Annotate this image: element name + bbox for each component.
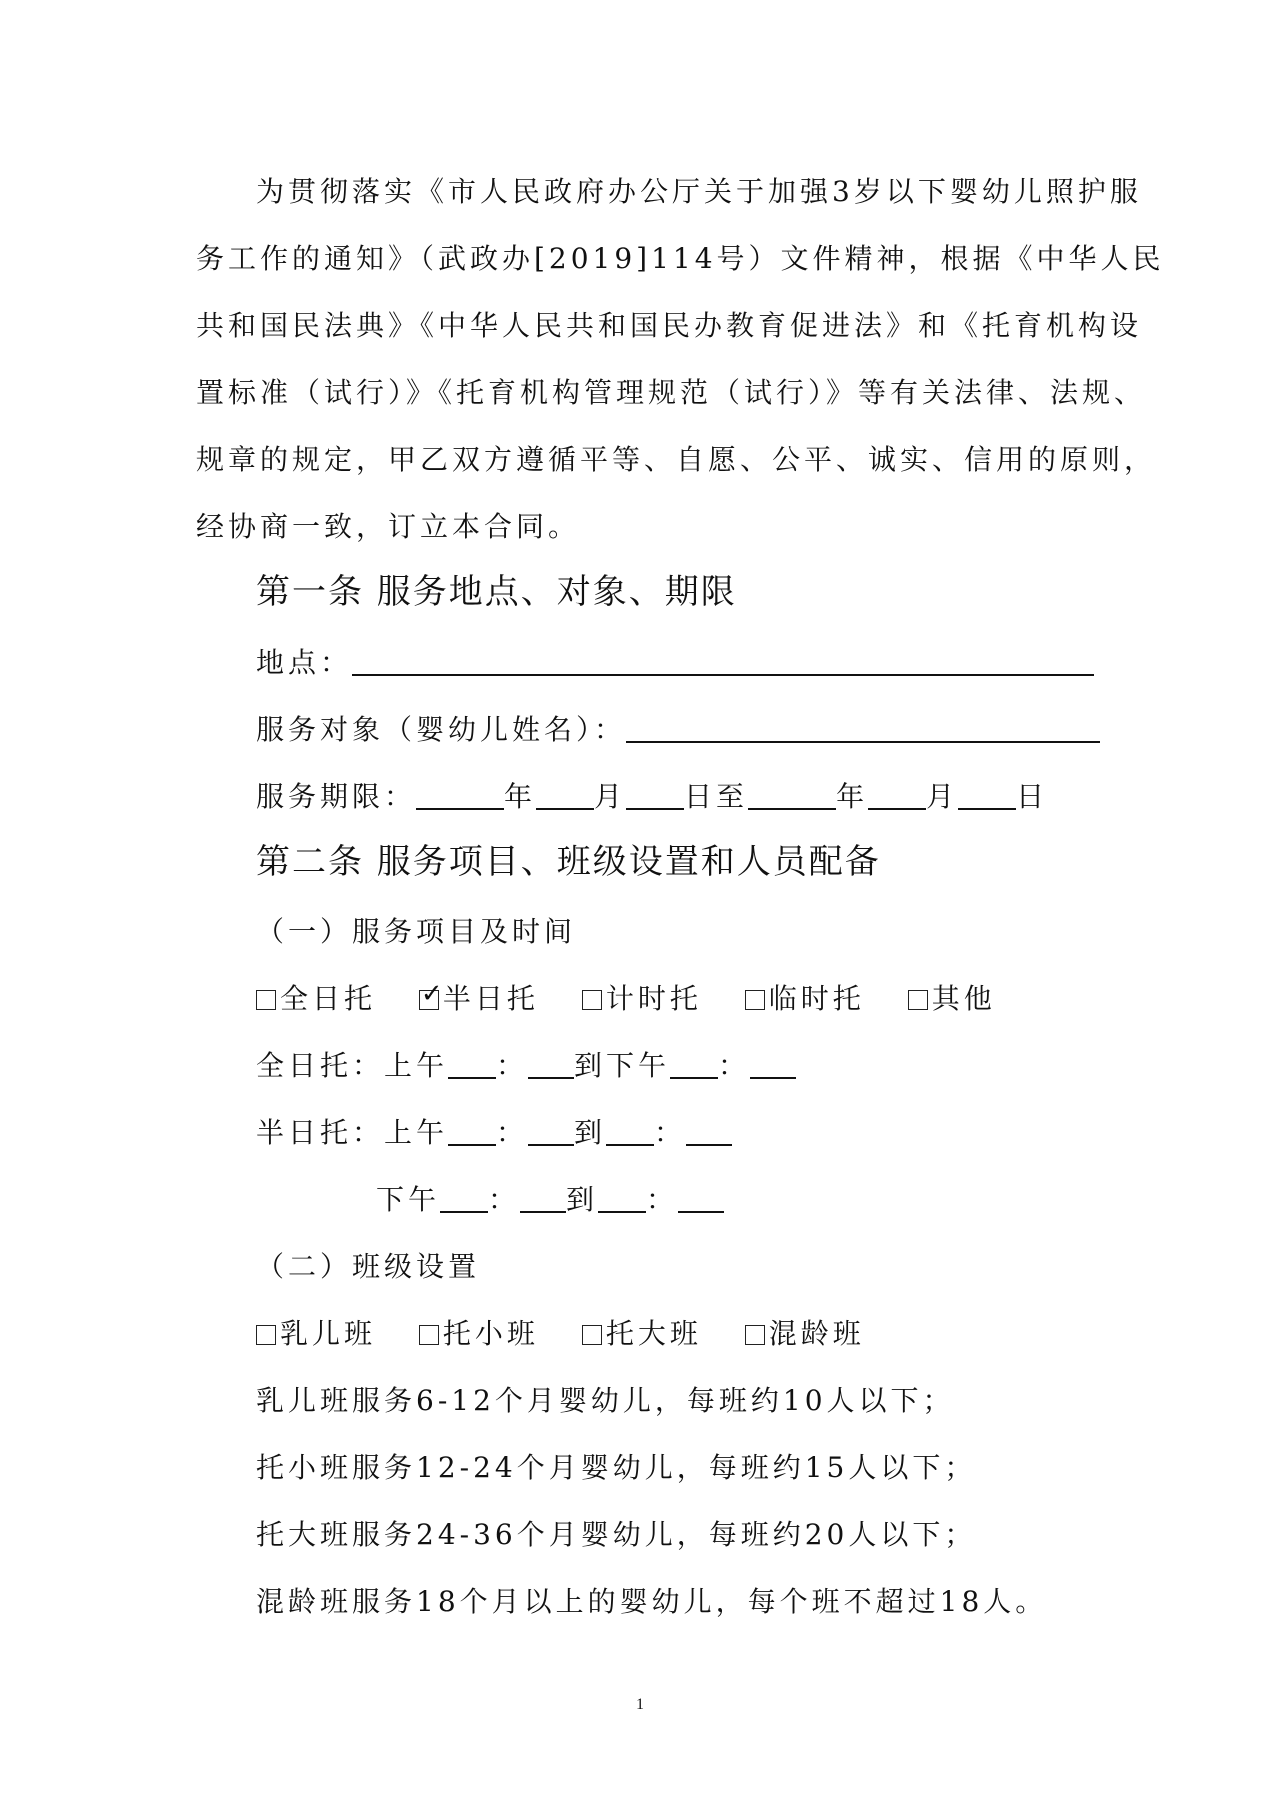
child-name-field[interactable] xyxy=(626,711,1100,743)
service-option-temporary[interactable] xyxy=(745,979,865,1019)
half-day-am-end-hour[interactable] xyxy=(606,1114,654,1146)
class-option-toddler-large[interactable] xyxy=(582,1314,702,1354)
start-day-field[interactable] xyxy=(626,778,684,810)
full-day-time-row xyxy=(256,1046,796,1086)
end-month-field[interactable] xyxy=(868,778,926,810)
period-label: 服务期限： xyxy=(256,780,417,813)
half-day-am-row xyxy=(256,1113,732,1153)
half-day-pm-start-hour[interactable] xyxy=(440,1181,488,1213)
half-day-pm-row xyxy=(376,1180,724,1220)
service-options-row xyxy=(256,979,1026,1019)
page-number: 1 xyxy=(636,1696,644,1713)
end-day-field[interactable] xyxy=(958,778,1016,810)
section2-title: （二）班级设置 xyxy=(256,1250,481,1283)
start-month-field[interactable] xyxy=(536,778,594,810)
to-afternoon-label: 到下午 xyxy=(574,1049,671,1082)
checked-checkbox-icon[interactable] xyxy=(419,990,439,1010)
option-label: 半日托 xyxy=(442,982,539,1015)
class-rule-1: 乳儿班服务6-12个月婴幼儿，每班约10人以下； xyxy=(256,1384,955,1417)
service-option-half-day[interactable] xyxy=(419,979,539,1019)
half-day-pm-end-hour[interactable] xyxy=(598,1181,646,1213)
checkbox-icon[interactable] xyxy=(582,1325,602,1345)
colon: ： xyxy=(718,1049,751,1082)
intro-line-4: 置标准（试行）》《托育机构管理规范（试行）》等有关法律、法规、 xyxy=(196,376,1147,409)
to-label: 到 xyxy=(566,1183,599,1216)
day-to-label: 日至 xyxy=(684,780,749,813)
full-day-end-minute[interactable] xyxy=(750,1047,796,1079)
month-label-2: 月 xyxy=(926,780,959,813)
month-label: 月 xyxy=(594,780,627,813)
object-row xyxy=(256,710,1100,750)
period-row xyxy=(256,777,1048,817)
object-label: 服务对象（婴幼儿姓名）： xyxy=(256,713,627,746)
checkbox-icon[interactable] xyxy=(582,990,602,1010)
option-label: 托小班 xyxy=(442,1317,539,1350)
colon: ： xyxy=(496,1116,529,1149)
option-label: 其他 xyxy=(931,982,996,1015)
full-day-start-minute[interactable] xyxy=(528,1047,574,1079)
option-label: 计时托 xyxy=(605,982,702,1015)
class-option-infant[interactable] xyxy=(256,1314,376,1354)
checkbox-icon[interactable] xyxy=(908,990,928,1010)
location-row xyxy=(256,643,1094,683)
service-option-other[interactable] xyxy=(908,979,996,1019)
checkbox-icon[interactable] xyxy=(256,1325,276,1345)
intro-line-2: 务工作的通知》（武政办[2019]114号）文件精神，根据《中华人民 xyxy=(196,242,1165,275)
intro-line-3: 共和国民法典》《中华人民共和国民办教育促进法》和《托育机构设 xyxy=(196,309,1143,342)
start-year-field[interactable] xyxy=(416,778,504,810)
checkbox-icon[interactable] xyxy=(256,990,276,1010)
colon: ： xyxy=(646,1183,679,1216)
option-label: 全日托 xyxy=(280,982,377,1015)
service-option-hourly[interactable] xyxy=(582,979,702,1019)
service-option-full-day[interactable] xyxy=(256,979,376,1019)
half-day-am-start-hour[interactable] xyxy=(448,1114,496,1146)
option-label: 混龄班 xyxy=(768,1317,865,1350)
full-day-end-hour[interactable] xyxy=(670,1047,718,1079)
half-day-pm-start-minute[interactable] xyxy=(520,1181,566,1213)
class-rule-3: 托大班服务24-36个月婴幼儿，每班约20人以下； xyxy=(256,1518,977,1551)
intro-line-6: 经协商一致，订立本合同。 xyxy=(196,510,581,543)
half-day-pm-end-minute[interactable] xyxy=(678,1181,724,1213)
full-day-label: 全日托：上午 xyxy=(256,1049,449,1082)
half-day-label: 半日托：上午 xyxy=(256,1116,449,1149)
class-option-toddler-small[interactable] xyxy=(419,1314,539,1354)
checkbox-icon[interactable] xyxy=(419,1325,439,1345)
class-options-row xyxy=(256,1314,895,1354)
location-label: 地点： xyxy=(256,646,353,679)
option-label: 临时托 xyxy=(768,982,865,1015)
end-year-field[interactable] xyxy=(748,778,836,810)
to-label: 到 xyxy=(574,1116,607,1149)
checkbox-icon[interactable] xyxy=(745,1325,765,1345)
article1-title: 第一条 服务地点、对象、期限 xyxy=(256,572,737,612)
class-rule-2: 托小班服务12-24个月婴幼儿，每班约15人以下； xyxy=(256,1451,977,1484)
section1-title: （一）服务项目及时间 xyxy=(256,915,577,948)
pm-label: 下午 xyxy=(376,1183,441,1216)
colon: ： xyxy=(488,1183,521,1216)
colon: ： xyxy=(654,1116,687,1149)
half-day-am-end-minute[interactable] xyxy=(686,1114,732,1146)
half-day-am-start-minute[interactable] xyxy=(528,1114,574,1146)
article2-title: 第二条 服务项目、班级设置和人员配备 xyxy=(256,842,881,882)
class-rule-4: 混龄班服务18个月以上的婴幼儿，每个班不超过18人。 xyxy=(256,1585,1048,1618)
option-label: 乳儿班 xyxy=(280,1317,377,1350)
class-option-mixed-age[interactable] xyxy=(745,1314,865,1354)
intro-line-5: 规章的规定，甲乙双方遵循平等、自愿、公平、诚实、信用的原则， xyxy=(196,443,1157,476)
full-day-start-hour[interactable] xyxy=(448,1047,496,1079)
day-label: 日 xyxy=(1016,780,1049,813)
colon: ： xyxy=(496,1049,529,1082)
intro-line-1: 为贯彻落实《市人民政府办公厅关于加强3岁以下婴幼儿照护服 xyxy=(256,175,1142,208)
location-field[interactable] xyxy=(352,644,1094,676)
year-label: 年 xyxy=(504,780,537,813)
year-label-2: 年 xyxy=(836,780,869,813)
option-label: 托大班 xyxy=(605,1317,702,1350)
checkbox-icon[interactable] xyxy=(745,990,765,1010)
